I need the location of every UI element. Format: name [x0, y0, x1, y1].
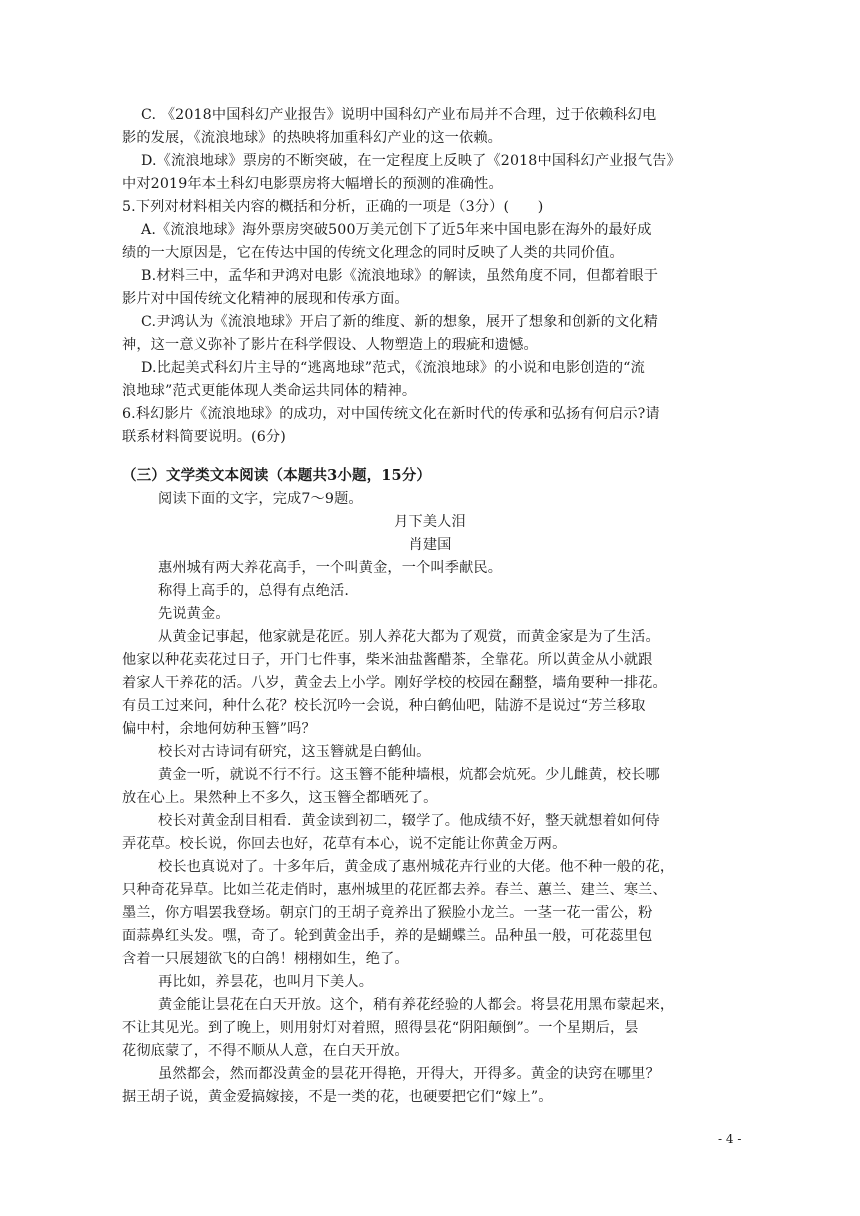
story-paragraph: 校长也真说对了。十多年后，黄金成了惠州城花卉行业的大佬。他不种一般的花， — [158, 859, 675, 875]
story-paragraph: 花彻底蒙了，不得不顺从人意，在白天开放。 — [122, 1043, 409, 1059]
story-paragraph: 据王胡子说，黄金爱搞嫁接，不是一类的花，也硬要把它们“嫁上”。 — [122, 1089, 553, 1105]
q5-option-c-line-2: 神，这一意义弥补了影片在科学假设、人物塑造上的瑕疵和遗憾。 — [122, 337, 538, 353]
story-paragraph: 校长对古诗词有研究，这玉簪就是白鹤仙。 — [158, 744, 431, 760]
option-d-line-1: D.《流浪地球》票房的不断突破，在一定程度上反映了《2018中国科幻产业报气告》 — [141, 153, 681, 169]
question-6-line-1: 6.科幻影片《流浪地球》的成功，对中国传统文化在新时代的传承和弘扬有何启示?请 — [122, 406, 660, 422]
story-paragraph: 偏中村，余地何妨种玉簪”吗？ — [122, 721, 316, 737]
story-paragraph: 墨兰，你方唱罢我登场。朝京门的王胡子竟养出了猴脸小龙兰。一茎一花一雷公，粉 — [122, 905, 653, 921]
option-c-line-2: 影的发展，《流浪地球》的热映将加重科幻产业的这一依赖。 — [122, 130, 503, 146]
story-paragraph: 黄金能让昙花在白天开放。这个，稍有养花经验的人都会。将昙花用黑布蒙起来， — [158, 997, 675, 1013]
story-paragraph: 不让其见光。到了晚上，则用射灯对着照，照得昙花“阴阳颠倒”。一个星期后，昙 — [122, 1020, 639, 1036]
reading-instruction: 阅读下面的文字，完成7～9题。 — [158, 491, 363, 507]
story-paragraph: 只种奇花异草。比如兰花走俏时，惠州城里的花匠都去养。春兰、蕙兰、建兰、寒兰、 — [122, 882, 667, 898]
story-paragraph: 称得上高手的，总得有点绝活. — [158, 583, 350, 599]
story-paragraph: 弄花草。校长说，你回去也好，花草有本心，说不定能让你黄金万两。 — [122, 836, 567, 852]
story-title: 月下美人泪 — [394, 514, 466, 530]
story-paragraph: 从黄金记事起，他家就是花匠。别人养花大都为了观赏，而黄金家是为了生活。 — [158, 629, 660, 645]
q5-option-c-line-1: C.尹鸿认为《流浪地球》开启了新的维度、新的想象，展开了想象和创新的文化精 — [141, 314, 658, 330]
option-c-line-1: C. 《2018中国科幻产业报告》说明中国科幻产业布局并不合理，过于依赖科幻电 — [141, 107, 657, 123]
story-paragraph: 再比如，养昙花，也叫月下美人。 — [158, 974, 374, 990]
story-paragraph: 他家以种花卖花过日子，开门七件事，柴米油盐酱醋茶，全靠花。所以黄金从小就跟 — [122, 652, 653, 668]
q5-option-d-line-2: 浪地球”范式更能体现人类命运共同体的精神。 — [122, 383, 417, 399]
story-author: 肖建国 — [408, 537, 452, 553]
q5-option-a-line-1: A.《流浪地球》海外票房突破500万美元创下了近5年来中国电影在海外的最好成 — [141, 222, 652, 238]
page-number: - 4 - — [718, 1132, 742, 1146]
question-5-stem: 5.下列对材料相关内容的概括和分析，正确的一项是（3分）( ) — [122, 199, 544, 215]
story-paragraph: 虽然都会，然而都没黄金的昙花开得艳，开得大，开得多。黄金的诀窍在哪里？ — [158, 1066, 660, 1082]
story-paragraph: 先说黄金。 — [158, 606, 230, 622]
story-paragraph: 含着一只展翅欲飞的白鸽！栩栩如生，绝了。 — [122, 951, 409, 967]
story-paragraph: 面蒜鼻红头发。嘿，奇了。轮到黄金出手，养的是蝴蝶兰。品种虽一般，可花蕊里包 — [122, 928, 653, 944]
q5-option-d-line-1: D.比起美式科幻片主导的“逃离地球”范式，《流浪地球》的小说和电影创造的“流 — [141, 360, 645, 376]
section-heading: （三）文学类文本阅读（本题共3小题，15分） — [122, 467, 432, 484]
story-paragraph: 有员工过来问，种什么花？校长沉吟一会说，种白鹤仙吧，陆游不是说过“芳兰移取 — [122, 698, 646, 714]
story-paragraph: 着家人干养花的活。八岁，黄金去上小学。刚好学校的校园在翻整，墙角要种一排花。 — [122, 675, 667, 691]
q5-option-a-line-2: 绩的一大原因是，它在传达中国的传统文化理念的同时反映了人类的共同价值。 — [122, 245, 624, 261]
story-paragraph: 惠州城有两大养花高手，一个叫黄金，一个叫季献民。 — [158, 560, 503, 576]
story-paragraph: 校长对黄金刮目相看．黄金读到初二，辍学了。他成绩不好，整天就想着如何侍 — [158, 813, 660, 829]
q5-option-b-line-1: B.材料三中，孟华和尹鸿对电影《流浪地球》的解读，虽然角度不同，但都着眼于 — [141, 268, 659, 284]
q5-option-b-line-2: 影片对中国传统文化精神的展现和传承方面。 — [122, 291, 409, 307]
story-paragraph: 放在心上。果然种上不多久，这玉簪全都晒死了。 — [122, 790, 438, 806]
question-6-line-2: 联系材料简要说明。(6分) — [122, 429, 286, 445]
option-d-line-2: 中对2019年本土科幻电影票房将大幅增长的预测的准确性。 — [122, 176, 503, 192]
story-paragraph: 黄金一听，就说不行不行。这玉簪不能种墙根，炕都会炕死。少儿雌黄，校长哪 — [158, 767, 660, 783]
